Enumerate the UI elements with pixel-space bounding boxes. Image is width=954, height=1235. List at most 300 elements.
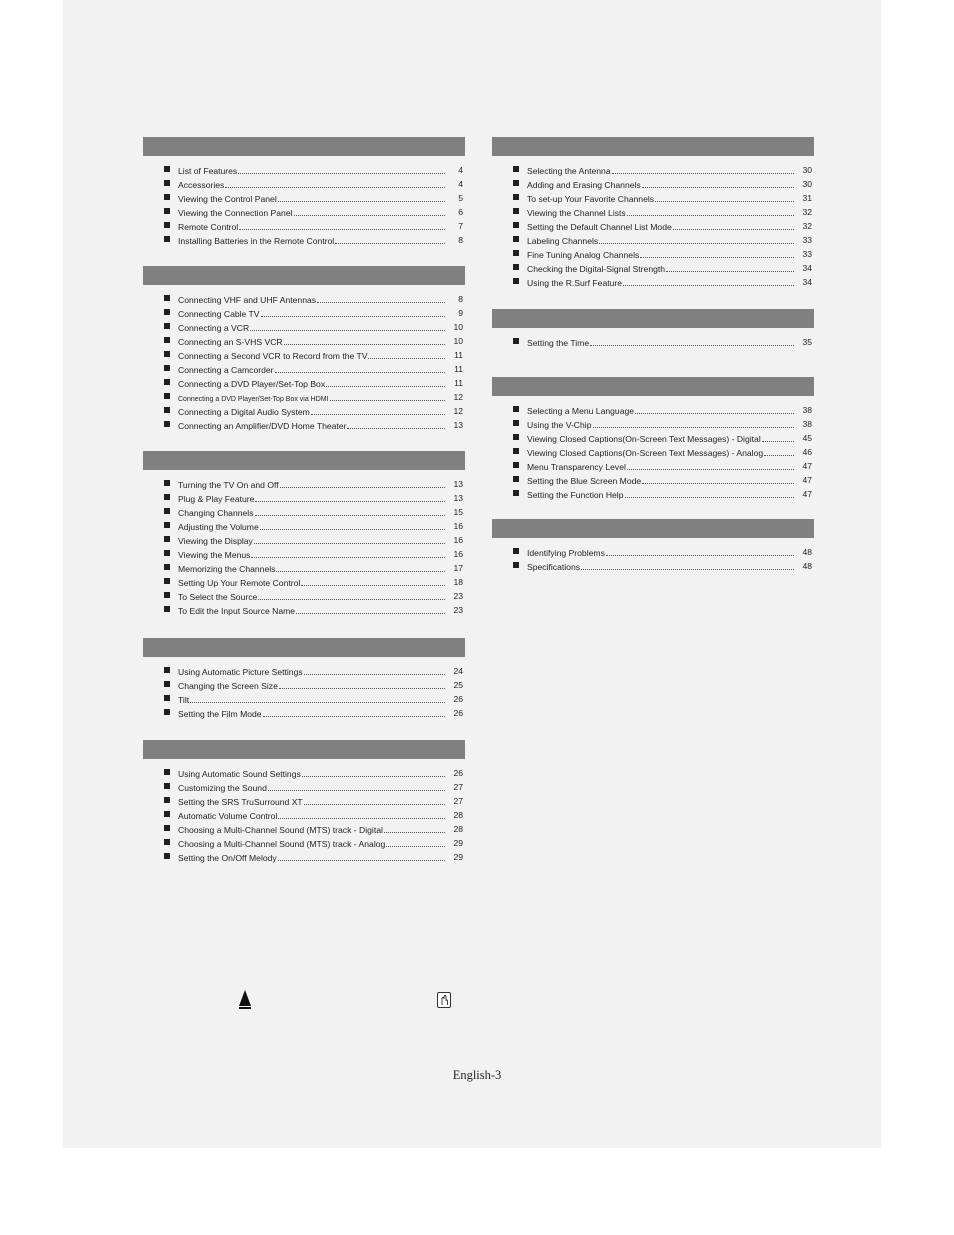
toc-entry-label-row bbox=[178, 766, 445, 781]
toc-entry-label: Connecting a VCR bbox=[178, 323, 250, 333]
section-header-bar bbox=[492, 377, 814, 396]
toc-entry[interactable] bbox=[143, 205, 465, 219]
dot-leader bbox=[278, 808, 445, 819]
toc-entry-page-number: 48 bbox=[802, 561, 812, 571]
toc-section bbox=[143, 137, 465, 247]
toc-entry-label-row bbox=[527, 205, 794, 220]
toc-entry-label-row bbox=[178, 418, 445, 433]
dot-leader bbox=[326, 376, 445, 387]
toc-entry-label: Using Automatic Picture Settings bbox=[178, 667, 303, 677]
toc-entry-page-number: 32 bbox=[802, 221, 812, 231]
toc-entry-label: Setting the Time bbox=[527, 338, 590, 348]
dot-leader bbox=[276, 561, 445, 572]
toc-entry-label: List of Features bbox=[178, 166, 238, 176]
square-bullet-icon bbox=[513, 222, 519, 228]
toc-entry-label-row bbox=[178, 505, 445, 520]
toc-entry[interactable] bbox=[143, 575, 465, 589]
toc-entry-page-number: 11 bbox=[454, 364, 463, 374]
toc-entry-label-row bbox=[178, 491, 445, 506]
square-bullet-icon bbox=[513, 250, 519, 256]
toc-entry[interactable] bbox=[143, 233, 465, 247]
toc-entry[interactable] bbox=[143, 163, 465, 177]
toc-entry-page-number: 34 bbox=[802, 263, 812, 273]
toc-entry[interactable] bbox=[492, 163, 814, 177]
toc-entry[interactable] bbox=[143, 376, 465, 390]
toc-entry[interactable] bbox=[492, 233, 814, 247]
toc-entry-page-number: 9 bbox=[458, 308, 463, 318]
toc-entry-page-number: 45 bbox=[802, 433, 812, 443]
dot-leader bbox=[260, 519, 445, 530]
toc-entry-label-row bbox=[527, 487, 794, 502]
square-bullet-icon bbox=[513, 264, 519, 270]
toc-entry-page-number: 16 bbox=[453, 535, 463, 545]
section-header-bar bbox=[143, 638, 465, 657]
square-bullet-icon bbox=[513, 448, 519, 454]
square-bullet-icon bbox=[164, 769, 170, 775]
toc-entry-label: Viewing the Display bbox=[178, 536, 253, 546]
dot-leader bbox=[302, 766, 445, 777]
dot-leader bbox=[278, 850, 445, 861]
toc-section bbox=[492, 377, 814, 501]
dot-leader bbox=[764, 445, 794, 456]
toc-entry-label-row bbox=[527, 459, 794, 474]
toc-entry-label: Selecting the Antenna bbox=[527, 166, 611, 176]
dot-leader bbox=[255, 505, 446, 516]
toc-entry-label: Selecting a Menu Language bbox=[527, 406, 635, 416]
toc-entry[interactable] bbox=[492, 445, 814, 459]
toc-entry[interactable] bbox=[143, 219, 465, 233]
square-bullet-icon bbox=[164, 222, 170, 228]
toc-entry-label: Connecting a DVD Player/Set-Top Box bbox=[178, 379, 326, 389]
square-bullet-icon bbox=[164, 180, 170, 186]
square-bullet-icon bbox=[164, 667, 170, 673]
square-bullet-icon bbox=[164, 351, 170, 357]
square-bullet-icon bbox=[513, 180, 519, 186]
toc-entry-label-row bbox=[178, 376, 445, 391]
toc-entry[interactable] bbox=[143, 794, 465, 808]
toc-entry-label-row bbox=[178, 477, 445, 492]
dot-leader bbox=[239, 219, 445, 230]
toc-entry[interactable] bbox=[492, 403, 814, 417]
dot-leader bbox=[268, 780, 445, 791]
dot-leader bbox=[278, 191, 445, 202]
toc-entry-page-number: 26 bbox=[453, 694, 463, 704]
toc-section bbox=[492, 309, 814, 349]
toc-item-list bbox=[143, 477, 465, 617]
toc-entry[interactable] bbox=[143, 706, 465, 720]
toc-entry[interactable] bbox=[143, 836, 465, 850]
toc-entry-page-number: 23 bbox=[453, 605, 463, 615]
section-header-bar bbox=[143, 740, 465, 759]
toc-entry[interactable] bbox=[143, 334, 465, 348]
toc-entry-page-number: 17 bbox=[453, 563, 463, 573]
toc-entry-label: Changing Channels bbox=[178, 508, 254, 518]
toc-entry-label-row bbox=[527, 335, 794, 350]
toc-entry-page-number: 26 bbox=[453, 768, 463, 778]
toc-entry-page-number: 47 bbox=[802, 475, 812, 485]
toc-entry-label: Setting the On/Off Melody bbox=[178, 853, 277, 863]
dot-leader bbox=[606, 545, 794, 556]
dot-leader bbox=[640, 247, 794, 258]
dot-leader bbox=[347, 418, 445, 429]
toc-entry[interactable] bbox=[143, 292, 465, 306]
toc-entry-label-row bbox=[178, 205, 445, 220]
toc-entry[interactable] bbox=[143, 306, 465, 320]
toc-entry-label: Viewing the Channel Lists bbox=[527, 208, 626, 218]
square-bullet-icon bbox=[164, 421, 170, 427]
toc-entry-page-number: 13 bbox=[453, 420, 463, 430]
square-bullet-icon bbox=[164, 853, 170, 859]
toc-entry-page-number: 15 bbox=[453, 507, 463, 517]
toc-entry[interactable] bbox=[143, 766, 465, 780]
dot-leader bbox=[762, 431, 794, 442]
toc-entry-label-row bbox=[178, 292, 445, 307]
square-bullet-icon bbox=[513, 476, 519, 482]
toc-entry-label: Connecting a Second VCR to Record from the TV bbox=[178, 351, 368, 361]
toc-entry-label-row bbox=[178, 678, 445, 693]
square-bullet-icon bbox=[513, 278, 519, 284]
toc-entry[interactable] bbox=[143, 390, 465, 404]
toc-entry-label: Viewing the Connection Panel bbox=[178, 208, 293, 218]
toc-entry-label-row bbox=[178, 362, 445, 377]
section-header-bar bbox=[492, 309, 814, 328]
dot-leader bbox=[386, 836, 445, 847]
toc-entry-label: Memorizing the Channels bbox=[178, 564, 276, 574]
dot-leader bbox=[279, 678, 445, 689]
square-bullet-icon bbox=[164, 295, 170, 301]
warning-icon bbox=[239, 990, 251, 1006]
toc-entry-label: Connecting a DVD Player/Set-Top Box via HDMI bbox=[178, 396, 329, 403]
section-header-bar bbox=[143, 451, 465, 470]
toc-entry-label-row bbox=[178, 692, 445, 707]
toc-item-list bbox=[492, 163, 814, 289]
toc-entry-label-row bbox=[178, 664, 445, 679]
toc-entry-label-row bbox=[178, 177, 445, 192]
toc-entry-label: Viewing the Control Panel bbox=[178, 194, 277, 204]
toc-entry[interactable] bbox=[143, 603, 465, 617]
square-bullet-icon bbox=[164, 578, 170, 584]
toc-entry-page-number: 4 bbox=[458, 179, 463, 189]
toc-entry-page-number: 46 bbox=[802, 447, 812, 457]
toc-entry-label: Fine Tuning Analog Channels bbox=[527, 250, 640, 260]
toc-entry[interactable] bbox=[143, 418, 465, 432]
toc-entry-label: Customizing the Sound bbox=[178, 783, 267, 793]
square-bullet-icon bbox=[513, 208, 519, 214]
toc-entry-page-number: 38 bbox=[802, 419, 812, 429]
toc-entry-label: Connecting a Digital Audio System bbox=[178, 407, 310, 417]
toc-entry-label-row bbox=[178, 808, 445, 823]
toc-entry[interactable] bbox=[143, 822, 465, 836]
toc-entry-page-number: 11 bbox=[454, 350, 463, 360]
toc-entry-label-row bbox=[527, 275, 794, 290]
toc-entry-page-number: 33 bbox=[802, 235, 812, 245]
toc-entry[interactable] bbox=[143, 808, 465, 822]
dot-leader bbox=[384, 822, 445, 833]
square-bullet-icon bbox=[513, 420, 519, 426]
toc-entry-label: Setting Up Your Remote Control bbox=[178, 578, 301, 588]
toc-entry-page-number: 6 bbox=[458, 207, 463, 217]
toc-entry[interactable] bbox=[492, 247, 814, 261]
toc-entry[interactable] bbox=[143, 664, 465, 678]
square-bullet-icon bbox=[513, 434, 519, 440]
dot-leader bbox=[304, 664, 445, 675]
toc-entry-label: Labeling Channels bbox=[527, 236, 599, 246]
toc-entry-label-row bbox=[178, 334, 445, 349]
toc-entry-page-number: 10 bbox=[453, 322, 463, 332]
toc-entry-label: Using Automatic Sound Settings bbox=[178, 769, 301, 779]
toc-entry[interactable] bbox=[492, 191, 814, 205]
toc-entry-label-row bbox=[178, 589, 445, 604]
dot-leader bbox=[263, 706, 445, 717]
toc-entry-label-row bbox=[527, 163, 794, 178]
toc-entry[interactable] bbox=[143, 547, 465, 561]
dot-leader bbox=[368, 348, 445, 359]
dot-leader bbox=[593, 417, 795, 428]
square-bullet-icon bbox=[513, 548, 519, 554]
square-bullet-icon bbox=[164, 407, 170, 413]
toc-entry-label: Identifying Problems bbox=[527, 548, 605, 558]
toc-entry-page-number: 35 bbox=[802, 337, 812, 347]
dot-leader bbox=[335, 233, 445, 244]
toc-entry-label-row bbox=[178, 306, 445, 321]
square-bullet-icon bbox=[513, 462, 519, 468]
toc-entry-label: To set-up Your Favorite Channels bbox=[527, 194, 655, 204]
toc-entry-label: Connecting VHF and UHF Antennas bbox=[178, 295, 317, 305]
toc-entry[interactable] bbox=[492, 487, 814, 501]
square-bullet-icon bbox=[513, 562, 519, 568]
toc-entry-label: Using the V-Chip bbox=[527, 420, 592, 430]
toc-entry-label-row bbox=[178, 348, 445, 363]
toc-entry-page-number: 29 bbox=[453, 852, 463, 862]
toc-entry-label: Setting the Default Channel List Mode bbox=[527, 222, 672, 232]
square-bullet-icon bbox=[164, 709, 170, 715]
toc-entry[interactable] bbox=[143, 678, 465, 692]
toc-entry-label-row bbox=[527, 445, 794, 460]
dot-leader bbox=[190, 692, 445, 703]
toc-entry-label-row bbox=[527, 545, 794, 560]
square-bullet-icon bbox=[164, 393, 170, 399]
toc-entry[interactable] bbox=[492, 335, 814, 349]
dot-leader bbox=[301, 575, 445, 586]
square-bullet-icon bbox=[164, 811, 170, 817]
toc-entry-page-number: 18 bbox=[453, 577, 463, 587]
toc-entry-page-number: 24 bbox=[453, 666, 463, 676]
square-bullet-icon bbox=[164, 323, 170, 329]
square-bullet-icon bbox=[164, 783, 170, 789]
toc-entry[interactable] bbox=[492, 417, 814, 431]
toc-entry[interactable] bbox=[143, 177, 465, 191]
toc-entry-page-number: 28 bbox=[453, 824, 463, 834]
toc-entry[interactable] bbox=[492, 219, 814, 233]
toc-entry-label: Connecting an S-VHS VCR bbox=[178, 337, 283, 347]
toc-entry-label-row bbox=[527, 219, 794, 234]
dot-leader bbox=[296, 603, 445, 614]
square-bullet-icon bbox=[164, 522, 170, 528]
dot-leader bbox=[317, 292, 445, 303]
toc-entry-label-row bbox=[178, 836, 445, 851]
square-bullet-icon bbox=[164, 494, 170, 500]
page-number: English-3 bbox=[452, 1068, 502, 1082]
square-bullet-icon bbox=[164, 508, 170, 514]
toc-entry[interactable] bbox=[492, 545, 814, 559]
square-bullet-icon bbox=[164, 536, 170, 542]
dot-leader bbox=[225, 177, 445, 188]
toc-entry[interactable] bbox=[143, 505, 465, 519]
toc-entry-label-row bbox=[178, 404, 445, 419]
toc-entry[interactable] bbox=[492, 177, 814, 191]
square-bullet-icon bbox=[164, 681, 170, 687]
toc-entry-label-row bbox=[527, 431, 794, 446]
toc-entry[interactable] bbox=[143, 780, 465, 794]
toc-entry-page-number: 47 bbox=[802, 461, 812, 471]
dot-leader bbox=[304, 794, 445, 805]
toc-entry-page-number: 12 bbox=[453, 392, 463, 402]
toc-entry[interactable] bbox=[492, 431, 814, 445]
toc-entry-label: Automatic Volume Control bbox=[178, 811, 278, 821]
dot-leader bbox=[625, 487, 795, 498]
toc-entry-label: Adding and Erasing Channels bbox=[527, 180, 641, 190]
toc-entry[interactable] bbox=[492, 205, 814, 219]
toc-entry-page-number: 34 bbox=[802, 277, 812, 287]
toc-entry-label: Connecting a Camcorder bbox=[178, 365, 274, 375]
toc-entry-label: Menu Transparency Level bbox=[527, 462, 626, 472]
square-bullet-icon bbox=[164, 606, 170, 612]
toc-item-list bbox=[492, 335, 814, 349]
dot-leader bbox=[627, 205, 794, 216]
toc-entry-page-number: 4 bbox=[458, 165, 463, 175]
toc-entry-page-number: 16 bbox=[453, 521, 463, 531]
toc-entry-page-number: 30 bbox=[802, 179, 812, 189]
toc-item-list bbox=[143, 163, 465, 247]
toc-section bbox=[143, 451, 465, 617]
square-bullet-icon bbox=[513, 490, 519, 496]
toc-entry-label: Changing the Screen Size bbox=[178, 681, 278, 691]
toc-entry[interactable] bbox=[143, 491, 465, 505]
square-bullet-icon bbox=[164, 480, 170, 486]
toc-entry-label-row bbox=[178, 233, 445, 248]
toc-section bbox=[492, 137, 814, 289]
toc-entry[interactable] bbox=[143, 191, 465, 205]
toc-entry[interactable] bbox=[143, 561, 465, 575]
toc-entry[interactable] bbox=[143, 477, 465, 491]
dot-leader bbox=[623, 275, 794, 286]
toc-entry-page-number: 13 bbox=[453, 479, 463, 489]
dot-leader bbox=[250, 320, 445, 331]
toc-section bbox=[143, 266, 465, 432]
toc-entry[interactable] bbox=[492, 559, 814, 573]
toc-entry-label-row bbox=[178, 603, 445, 618]
dot-leader bbox=[251, 547, 445, 558]
toc-entry-page-number: 8 bbox=[458, 294, 463, 304]
toc-entry-page-number: 47 bbox=[802, 489, 812, 499]
toc-entry[interactable] bbox=[143, 850, 465, 864]
toc-entry-page-number: 31 bbox=[802, 193, 812, 203]
dot-leader bbox=[642, 177, 794, 188]
toc-entry[interactable] bbox=[492, 473, 814, 487]
toc-entry[interactable] bbox=[143, 589, 465, 603]
toc-entry[interactable] bbox=[143, 348, 465, 362]
toc-entry-page-number: 11 bbox=[454, 378, 463, 388]
dot-leader bbox=[627, 459, 794, 470]
toc-entry[interactable] bbox=[143, 519, 465, 533]
toc-entry-page-number: 33 bbox=[802, 249, 812, 259]
toc-entry-label: Plug & Play Feature bbox=[178, 494, 255, 504]
toc-entry-label-row bbox=[178, 780, 445, 795]
toc-entry-label-row bbox=[178, 850, 445, 865]
toc-entry-label: Specifications bbox=[527, 562, 581, 572]
section-header-bar bbox=[492, 137, 814, 156]
toc-entry[interactable] bbox=[143, 404, 465, 418]
toc-entry[interactable] bbox=[492, 459, 814, 473]
toc-entry-label-row bbox=[178, 191, 445, 206]
toc-section bbox=[492, 519, 814, 573]
toc-entry-label-row bbox=[178, 533, 445, 548]
toc-entry-label: Connecting an Amplifier/DVD Home Theater bbox=[178, 421, 347, 431]
dot-leader bbox=[258, 589, 445, 600]
toc-entry-label: Setting the Blue Screen Mode bbox=[527, 476, 642, 486]
toc-entry[interactable] bbox=[143, 533, 465, 547]
toc-entry[interactable] bbox=[143, 320, 465, 334]
toc-item-list bbox=[143, 664, 465, 720]
square-bullet-icon bbox=[164, 379, 170, 385]
toc-entry-page-number: 26 bbox=[453, 708, 463, 718]
toc-entry-label: Setting the Film Mode bbox=[178, 709, 262, 719]
toc-entry[interactable] bbox=[492, 261, 814, 275]
toc-entry-page-number: 27 bbox=[453, 782, 463, 792]
toc-entry-label-row bbox=[527, 191, 794, 206]
toc-entry-label-row bbox=[527, 559, 794, 574]
toc-entry-page-number: 48 bbox=[802, 547, 812, 557]
toc-entry-label: Connecting Cable TV bbox=[178, 309, 260, 319]
dot-leader bbox=[635, 403, 794, 414]
toc-entry-label: Viewing Closed Captions(On-Screen Text Messages) - Analog bbox=[527, 448, 764, 458]
toc-item-list bbox=[143, 766, 465, 864]
toc-entry-page-number: 30 bbox=[802, 165, 812, 175]
square-bullet-icon bbox=[164, 564, 170, 570]
toc-section bbox=[143, 638, 465, 720]
toc-entry-label: Installing Batteries in the Remote Control bbox=[178, 236, 335, 246]
toc-entry-label-row bbox=[527, 233, 794, 248]
toc-entry-page-number: 28 bbox=[453, 810, 463, 820]
square-bullet-icon bbox=[513, 338, 519, 344]
toc-entry-label-row bbox=[178, 575, 445, 590]
dot-leader bbox=[599, 233, 794, 244]
dot-leader bbox=[612, 163, 794, 174]
section-header-bar bbox=[143, 137, 465, 156]
square-bullet-icon bbox=[513, 406, 519, 412]
section-header-bar bbox=[492, 519, 814, 538]
toc-entry-label-row bbox=[178, 320, 445, 335]
toc-item-list bbox=[143, 292, 465, 432]
square-bullet-icon bbox=[164, 365, 170, 371]
toc-entry[interactable] bbox=[143, 692, 465, 706]
square-bullet-icon bbox=[164, 797, 170, 803]
dot-leader bbox=[280, 477, 445, 488]
toc-entry[interactable] bbox=[492, 275, 814, 289]
toc-entry-label-row bbox=[527, 473, 794, 488]
toc-entry-label-row bbox=[178, 219, 445, 234]
toc-entry-label-row bbox=[527, 403, 794, 418]
toc-entry-label-row bbox=[178, 519, 445, 534]
toc-entry-page-number: 10 bbox=[453, 336, 463, 346]
dot-leader bbox=[261, 306, 445, 317]
toc-entry-label: Viewing Closed Captions(On-Screen Text Messages) - Digital bbox=[527, 434, 761, 444]
toc-entry[interactable] bbox=[143, 362, 465, 376]
toc-entry-label: To Edit the Input Source Name bbox=[178, 606, 296, 616]
toc-entry-label: Checking the Digital-Signal Strength bbox=[527, 264, 666, 274]
square-bullet-icon bbox=[164, 839, 170, 845]
toc-entry-label: Adjusting the Volume bbox=[178, 522, 259, 532]
